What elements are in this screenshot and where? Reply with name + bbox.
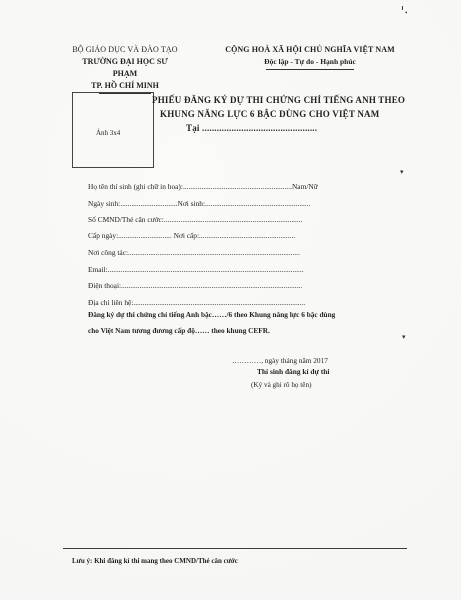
issuer-header (70, 44, 180, 94)
field-phone: Điện thoại:.................................................................................................. (88, 281, 303, 290)
signature-title: Thí sinh đăng kí dự thi (257, 367, 330, 376)
bottom-divider (63, 548, 407, 549)
footer-note: Lưu ý: Khi đăng kí thi mang theo CMND/Thẻ căn cước (72, 557, 238, 565)
photo-label: Ảnh 3x4 (96, 129, 121, 137)
form-title-line-1: PHIẾU ĐĂNG KÝ DỰ THI CHỨNG CHỈ TIẾNG ANH THEO (152, 95, 406, 105)
country-name: CỘNG HOÀ XÃ HỘI CHỦ NGHĨA VIỆT NAM (225, 45, 395, 54)
form-title-line-3: Tại ............................................... (186, 123, 318, 133)
city-name: TP. HỒ CHÍ MINH (91, 81, 159, 90)
margin-mark-1: ▾ (400, 168, 404, 176)
ministry-name: BỘ GIÁO DỤC VÀ ĐÀO TẠO (72, 45, 178, 54)
top-right-dot: • (405, 9, 408, 17)
national-header (210, 44, 410, 70)
field-id-number: Số CMND/Thẻ căn cước:........................................................................... (88, 215, 303, 224)
form-title-line-2: KHUNG NĂNG LỰC 6 BẬC DÙNG CHO VIỆT NAM (160, 109, 380, 119)
field-workplace: Nơi công tác:............................................................................................. (88, 248, 300, 257)
field-birth-info: Ngày sinh:...............................Nơi sinh:......................................................... (88, 199, 311, 208)
field-full-name: Họ tên thí sinh (ghi chữ in hoa):...........................................................Nam/Nữ (88, 182, 318, 191)
motto-underline (266, 69, 354, 70)
margin-mark-2: ▾ (402, 333, 406, 341)
registration-line-1: Đăng ký dự thi chứng chỉ tiếng Anh bậc……/6 theo Khung năng lực 6 bậc dùng (88, 310, 336, 319)
signature-note: (Ký và ghi rõ họ tên) (251, 381, 312, 389)
field-email: Email:.......................................................................................................... (88, 265, 304, 274)
university-name: TRƯỜNG ĐẠI HỌC SƯ PHẠM (82, 57, 168, 78)
top-right-mark (402, 6, 403, 10)
field-issue-info: Cấp ngày:............................. Nơi cấp:.................................................... (88, 231, 296, 240)
national-motto: Độc lập - Tự do - Hạnh phúc (264, 57, 356, 66)
field-address: Địa chỉ liên hệ:............................................................................................. (88, 298, 306, 307)
registration-line-2: cho Việt Nam tương đương cấp độ…… theo khung CEFR. (88, 326, 270, 335)
date-line: …………, ngày tháng năm 2017 (232, 356, 328, 365)
